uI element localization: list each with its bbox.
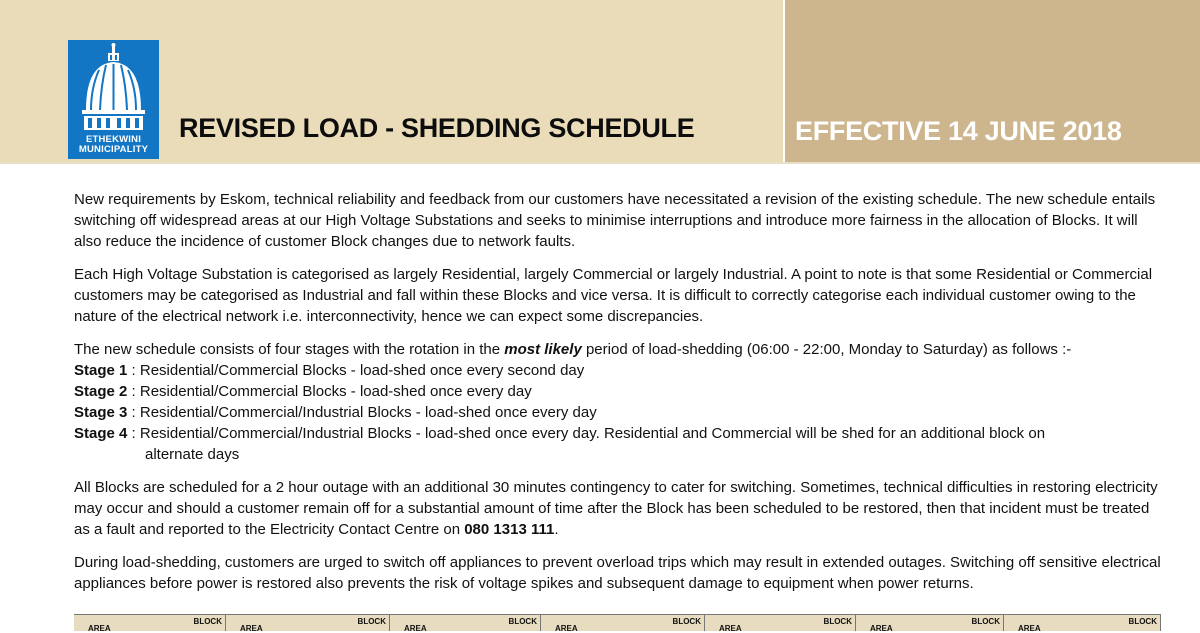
page-title: REVISED LOAD - SHEDDING SCHEDULE bbox=[179, 113, 695, 143]
stage-separator: : bbox=[127, 383, 140, 400]
stage-label: Stage 4 bbox=[74, 425, 128, 442]
paragraph-appliances: During load-shedding, customers are urged to switch off appliances to prevent overload trips which may result in extended outages. Switching off sensitive electrical appliances before power is restored also prevents the risk of voltage spikes and subsequent damage to equipment when power returns. bbox=[74, 554, 1161, 592]
schedule-table-header bbox=[74, 614, 1161, 631]
contact-phone-number: 080 1313 111 bbox=[464, 521, 555, 538]
table-header-cell bbox=[541, 615, 705, 631]
logo-text-ethekwini: ETHEKWINI bbox=[85, 134, 142, 145]
logo-text-municipality: MUNICIPALITY bbox=[78, 144, 149, 155]
column-area-label: AREA bbox=[870, 624, 893, 633]
document-body bbox=[74, 189, 1162, 606]
column-block-label: BLOCK bbox=[672, 617, 701, 626]
stage-separator: : bbox=[127, 425, 140, 442]
ethekwini-logo bbox=[68, 40, 159, 159]
column-area-label: AREA bbox=[555, 624, 578, 633]
column-block-label: BLOCK bbox=[1128, 617, 1157, 626]
schedule-emphasis: most likely bbox=[504, 341, 582, 358]
column-block-label: BLOCK bbox=[971, 617, 1000, 626]
schedule-text-before: The new schedule consists of four stages with the rotation in the bbox=[74, 341, 505, 358]
column-area-label: AREA bbox=[88, 624, 111, 633]
stage-description: Residential/Commercial/Industrial Blocks - load-shed once every day. Residential and Commercial will be shed for an additional block on bbox=[139, 425, 1046, 442]
stage-description-continued: alternate days bbox=[145, 446, 240, 463]
effective-date: EFFECTIVE 14 JUNE 2018 bbox=[795, 116, 1122, 146]
stage-label: Stage 3 bbox=[74, 404, 128, 421]
stage-description: Residential/Commercial/Industrial Blocks - load-shed once every day bbox=[139, 404, 597, 421]
stage-separator: : bbox=[127, 362, 140, 379]
table-header-cell bbox=[226, 615, 390, 631]
outage-text-end: . bbox=[554, 521, 559, 538]
stage-item bbox=[74, 381, 1162, 402]
table-header-cell bbox=[856, 615, 1004, 631]
column-area-label: AREA bbox=[240, 624, 263, 633]
schedule-text-after: period of load-shedding (06:00 - 22:00, Monday to Saturday) as follows :- bbox=[581, 341, 1072, 358]
stage-label: Stage 2 bbox=[74, 383, 128, 400]
column-block-label: BLOCK bbox=[357, 617, 386, 626]
stage-item bbox=[74, 402, 1162, 423]
paragraph-categories: Each High Voltage Substation is categorised as largely Residential, largely Commercial or largely Industrial. A point to note is that some Residential or Commercial customers may be categorised as Industrial and fall within these Blocks and vice versa. It is difficult to correctly categorise each individual customer owing to the nature of the electrical network i.e. interconnectivity, hence we can expect some discrepancies. bbox=[74, 266, 1153, 325]
paragraph-schedule bbox=[74, 339, 1162, 360]
stage-list bbox=[74, 360, 1162, 465]
column-block-label: BLOCK bbox=[823, 617, 852, 626]
paragraph-outage-duration bbox=[74, 477, 1162, 540]
column-block-label: BLOCK bbox=[508, 617, 537, 626]
paragraph-intro: New requirements by Eskom, technical reliability and feedback from our customers have necessitated a revision of the existing schedule. The new schedule entails switching off widespread areas at our High Voltage Substations and seeks to minimise interruptions and introduce more fairness in the allocation of Blocks. It will also reduce the incidence of customer Block changes due to network faults. bbox=[74, 191, 1156, 250]
header-divider bbox=[0, 162, 1200, 164]
stage-description: Residential/Commercial Blocks - load-shed once every second day bbox=[139, 362, 585, 379]
stage-item bbox=[74, 423, 1162, 444]
table-header-cell bbox=[1004, 615, 1161, 631]
table-header-cell bbox=[705, 615, 856, 631]
column-area-label: AREA bbox=[719, 624, 742, 633]
stage-item bbox=[74, 360, 1162, 381]
column-area-label: AREA bbox=[404, 624, 427, 633]
table-header-cell bbox=[390, 615, 541, 631]
table-header-cell bbox=[74, 615, 226, 631]
stage-description: Residential/Commercial Blocks - load-shed once every day bbox=[139, 383, 532, 400]
column-area-label: AREA bbox=[1018, 624, 1041, 633]
stage-label: Stage 1 bbox=[74, 362, 128, 379]
stage-separator: : bbox=[127, 404, 140, 421]
column-block-label: BLOCK bbox=[193, 617, 222, 626]
outage-text: All Blocks are scheduled for a 2 hour outage with an additional 30 minutes contingency to cater for switching. Sometimes, technical difficulties in restoring electricity may occur and should a customer remain off for a substantial amount of time after the Block has been scheduled to be restored, then that incident must be treated as a fault and reported to the Electricity Contact Centre on bbox=[74, 479, 1158, 538]
